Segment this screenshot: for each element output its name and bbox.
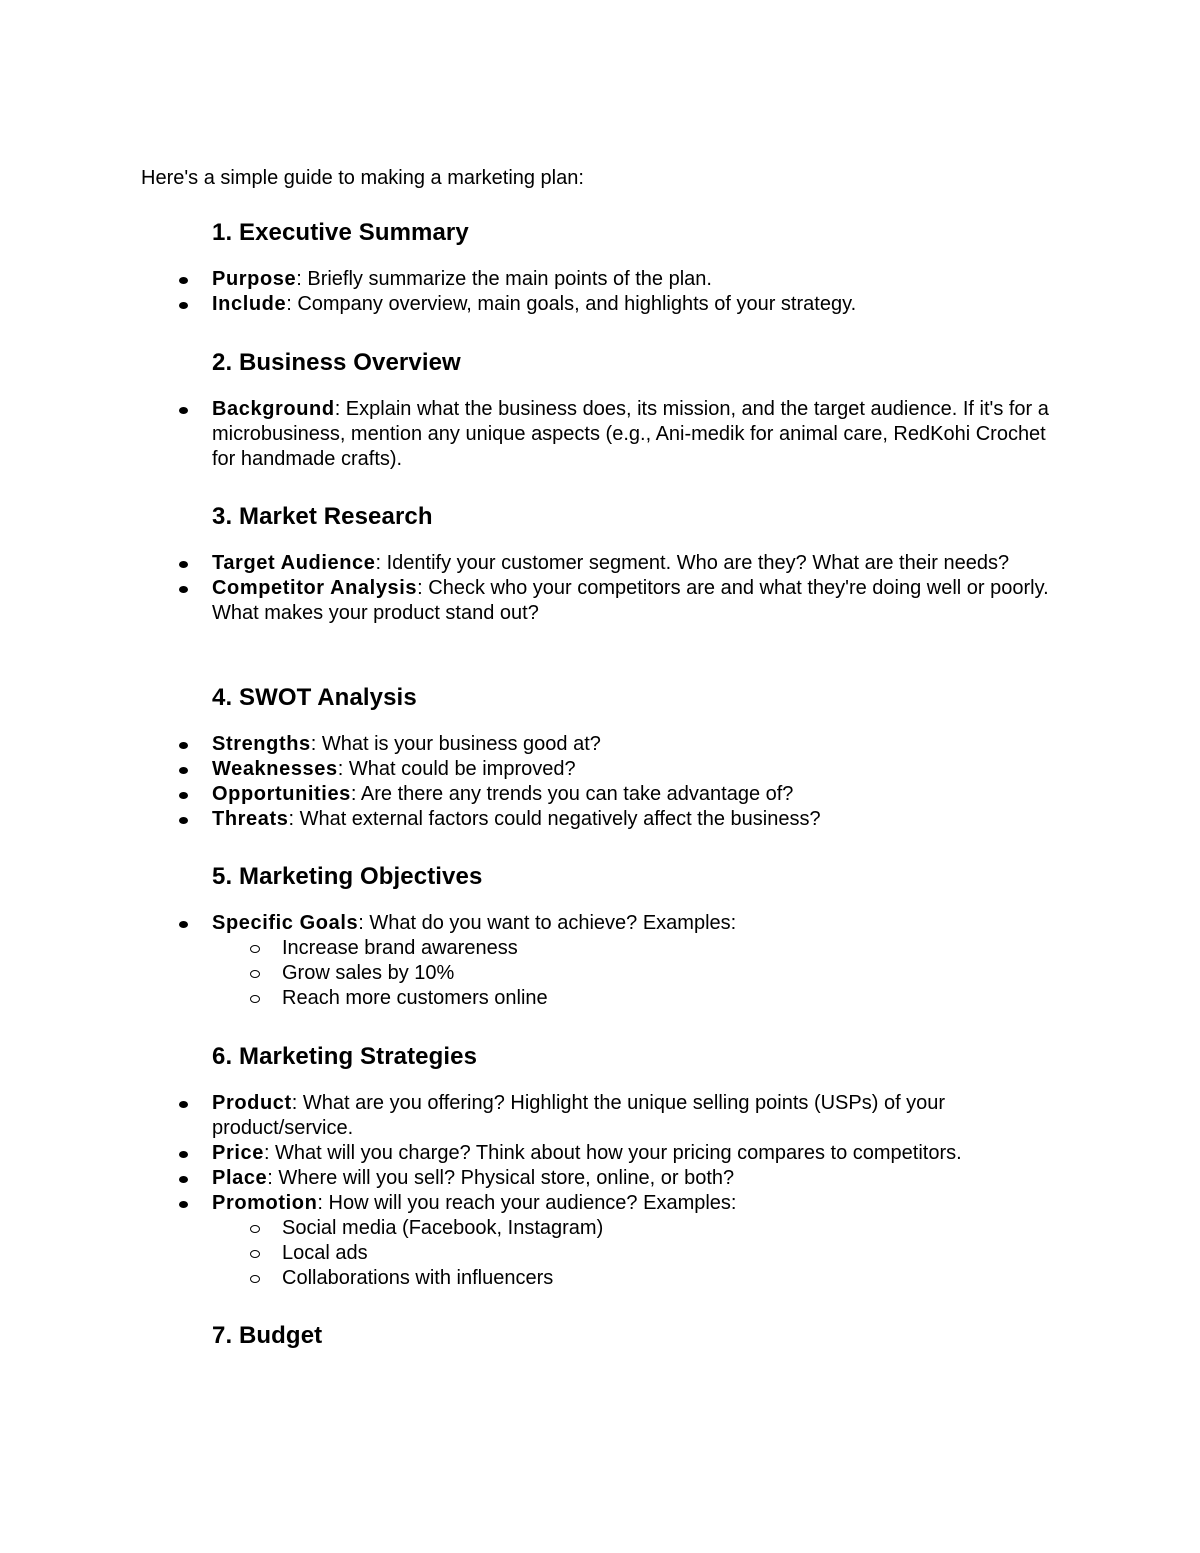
sub-list-item [282,1241,1067,1266]
section-heading: 1. Executive Summary [212,219,469,246]
item-term: Threats [212,808,289,830]
sub-list-item [282,961,1067,986]
list-item [212,757,1067,782]
list-item [212,911,1067,1011]
sub-item-text: Reach more customers online [282,987,548,1009]
item-term: Include [212,293,287,315]
item-text: : Identify your customer segment. Who are they? What are their needs? [375,552,1010,574]
item-text: : Briefly summarize the main points of the plan. [296,268,712,290]
circle-bullet-icon [250,1225,260,1233]
bullet-list [0,397,1200,472]
item-text: : How will you reach your audience? Examples: [317,1192,737,1214]
list-item [212,732,1067,757]
list-item [212,576,1067,626]
list-item [212,267,1067,292]
bullet-list [0,551,1200,626]
item-text: : What could be improved? [337,758,576,780]
sub-item-text: Increase brand awareness [282,937,518,959]
section-heading: 2. Business Overview [212,349,461,376]
bullet-icon [179,586,188,593]
sub-item-text: Grow sales by 10% [282,962,455,984]
sub-list [212,936,1067,1011]
bullet-icon [179,1201,188,1208]
section-executive-summary [0,218,1200,317]
circle-bullet-icon [250,995,260,1003]
item-term: Opportunities [212,783,351,805]
list-item [212,782,1067,807]
list-item [212,1141,1067,1166]
item-term: Target Audience [212,552,376,574]
bullet-icon [179,767,188,774]
sub-list-item [282,936,1067,961]
bullet-list [0,1091,1200,1291]
bullet-icon [179,277,188,284]
sub-item-text: Social media (Facebook, Instagram) [282,1217,604,1239]
circle-bullet-icon [250,970,260,978]
list-item [212,1166,1067,1191]
section-heading: 3. Market Research [212,503,433,530]
item-term: Competitor Analysis [212,577,418,599]
list-item [212,397,1067,472]
section-heading: 5. Marketing Objectives [212,863,483,890]
bullet-icon [179,407,188,414]
item-text: : What are you offering? Highlight the unique selling points (USPs) of your product/service. [212,1092,946,1139]
bullet-icon [179,921,188,928]
bullet-icon [179,1151,188,1158]
circle-bullet-icon [250,1275,260,1283]
bullet-icon [179,1101,188,1108]
bullet-icon [179,792,188,799]
item-term: Weaknesses [212,758,338,780]
section-marketing-objectives [0,862,1200,1011]
item-text: : Company overview, main goals, and highlights of your strategy. [286,293,857,315]
sub-item-text: Local ads [282,1242,368,1264]
item-term: Specific Goals [212,912,359,934]
item-term: Promotion [212,1192,318,1214]
bullet-icon [179,561,188,568]
section-budget [0,1321,1200,1351]
sub-list-item [282,1216,1067,1241]
bullet-list [0,911,1200,1011]
item-text: : Explain what the business does, its mission, and the target audience. If it's for a microbusiness, mention any unique aspects (e.g., Ani-medik for animal care, RedKohi Crochet for handmade crafts). [212,398,1049,470]
list-item [212,292,1067,317]
item-term: Purpose [212,268,297,290]
section-heading: 7. Budget [212,1322,323,1349]
list-item [212,807,1067,832]
item-text: : What external factors could negatively affect the business? [288,808,821,830]
section-swot-analysis [0,683,1200,832]
item-term: Background [212,398,335,420]
item-term: Product [212,1092,292,1114]
item-text: : What will you charge? Think about how your pricing compares to competitors. [263,1142,962,1164]
circle-bullet-icon [250,1250,260,1258]
item-text: : What do you want to achieve? Examples: [358,912,737,934]
item-term: Place [212,1167,268,1189]
bullet-icon [179,302,188,309]
bullet-icon [179,742,188,749]
sub-list [212,1216,1067,1291]
item-text: : Where will you sell? Physical store, online, or both? [267,1167,735,1189]
item-term: Strengths [212,733,311,755]
section-heading: 4. SWOT Analysis [212,684,417,711]
sub-list-item [282,1266,1067,1291]
section-marketing-strategies [0,1042,1200,1291]
list-item [212,1091,1067,1141]
circle-bullet-icon [250,945,260,953]
section-heading: 6. Marketing Strategies [212,1043,478,1070]
section-business-overview [0,348,1200,472]
section-market-research [0,502,1200,626]
item-text: : Are there any trends you can take advantage of? [350,783,794,805]
bullet-icon [179,1176,188,1183]
bullet-icon [179,817,188,824]
item-text: : Check who your competitors are and what they're doing well or poorly. What makes your product stand out? [212,577,1049,624]
bullet-list [0,267,1200,317]
item-text: : What is your business good at? [310,733,601,755]
sub-item-text: Collaborations with influencers [282,1267,554,1289]
item-term: Price [212,1142,264,1164]
sub-list-item [282,986,1067,1011]
bullet-list [0,732,1200,832]
intro-text: Here's a simple guide to making a marketing plan: [141,167,584,189]
list-item [212,551,1067,576]
list-item [212,1191,1067,1291]
